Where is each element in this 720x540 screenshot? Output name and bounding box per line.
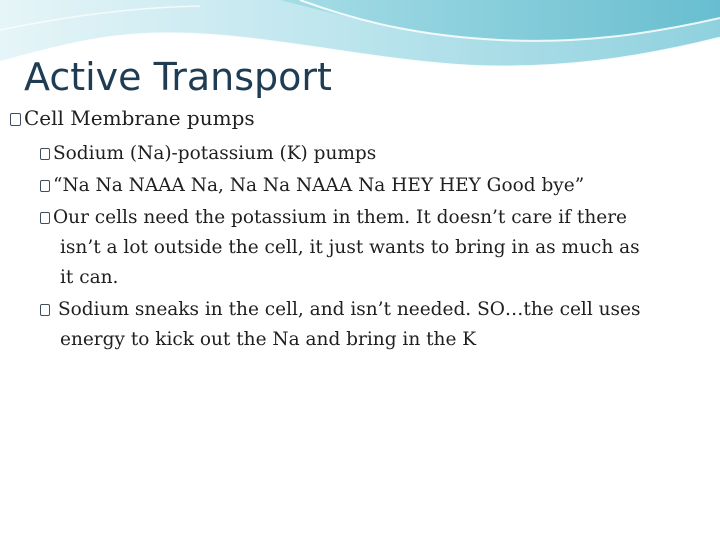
sub-bullet-text: Our cells need the potassium in them. It doesn’t care if there isn’t a lot outside the cell, it just wants to bring in as much as it can. — [53, 207, 640, 288]
slide-title: Active Transport — [24, 55, 332, 99]
sub-bullet-sodium-potassium-pumps — [40, 139, 650, 169]
square-bullet-icon — [10, 113, 21, 126]
square-bullet-icon — [40, 304, 50, 316]
sub-bullet-sodium-sneaks — [40, 295, 650, 355]
square-bullet-icon — [40, 180, 50, 192]
sub-bullet-list — [40, 139, 650, 357]
square-bullet-icon — [40, 212, 50, 224]
sub-bullet-potassium-need — [40, 203, 650, 293]
sub-bullet-text: “Na Na NAAA Na, Na Na NAAA Na HEY HEY Good bye” — [53, 175, 585, 196]
square-bullet-icon — [40, 148, 50, 160]
sub-bullet-text: Sodium (Na)-potassium (K) pumps — [53, 143, 377, 164]
sub-bullet-text: Sodium sneaks in the cell, and isn’t needed. SO…the cell uses energy to kick out the Na and bring in the K — [58, 299, 641, 350]
sub-bullet-song-lyric — [40, 171, 650, 201]
bullet-text: Cell Membrane pumps — [24, 106, 255, 130]
bullet-cell-membrane-pumps — [10, 103, 255, 133]
